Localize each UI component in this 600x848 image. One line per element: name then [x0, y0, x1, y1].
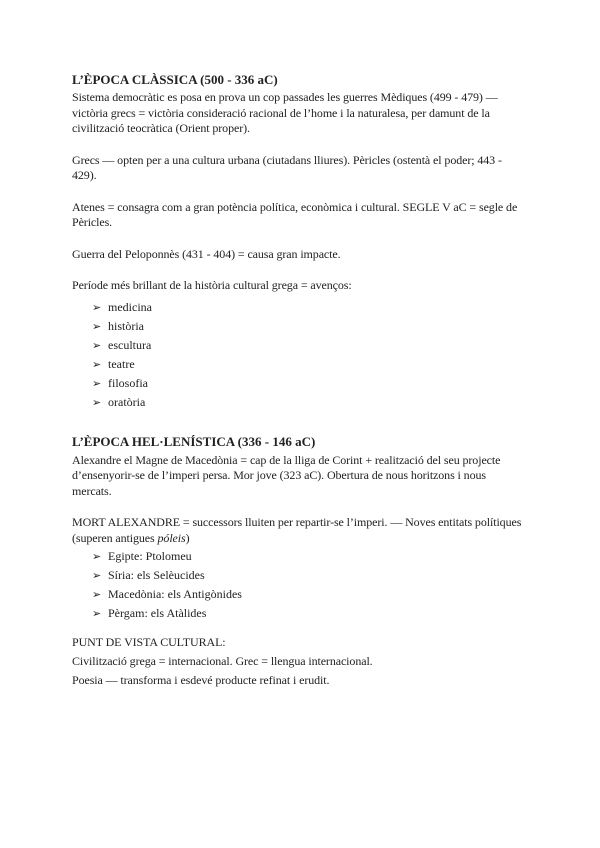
paragraph-cultural-poetry: Poesia — transforma i esdevé producte refinat i erudit.: [72, 672, 330, 687]
successors-list: [72, 547, 528, 623]
paragraph-athens: Atenes = consagra com a gran potència política, econòmica i cultural. SEGLE V aC = segle de Pèricles.: [72, 199, 518, 229]
paragraph-death-alexander: MORT ALEXANDRE = successors lluiten per repartir-se l’imperi. — Noves entitats polítiques (superen antigues póleis): [72, 515, 522, 545]
arrow-bullet-icon: ➢: [92, 319, 102, 333]
list-item: ➢ Macedònia: els Antigònides: [92, 585, 528, 604]
advances-list: [72, 298, 528, 412]
list-item: ➢ Síria: els Selèucides: [92, 566, 528, 585]
arrow-bullet-icon: ➢: [92, 300, 102, 314]
paragraph-cultural-international: Civilització grega = internacional. Grec = llengua internacional.: [72, 653, 373, 668]
list-item: ➢ Egipte: Ptolomeu: [92, 547, 528, 566]
arrow-bullet-icon: ➢: [92, 395, 102, 409]
heading-classical-era: L’ÈPOCA CLÀSSICA (500 - 336 aC): [72, 72, 278, 87]
arrow-bullet-icon: ➢: [92, 338, 102, 352]
arrow-bullet-icon: ➢: [92, 376, 102, 390]
paragraph-alexander: Alexandre el Magne de Macedònia = cap de la lliga de Corint + realització del seu projecte d’ensenyorir-se de l’imperi persa. Mor jove (323 aC). Obertura de nous horitzons i nous mercats.: [72, 452, 501, 498]
list-item: ➢ escultura: [92, 336, 528, 355]
arrow-bullet-icon: ➢: [92, 607, 102, 620]
heading-hellenistic-era: L’ÈPOCA HEL·LENÍSTICA (336 - 146 aC): [72, 433, 316, 449]
document-content: [72, 72, 528, 689]
arrow-bullet-icon: ➢: [92, 357, 102, 371]
list-item: ➢ medicina: [92, 298, 528, 317]
paragraph-brilliant-period: Període més brillant de la història cultural grega = avenços:: [72, 278, 352, 292]
arrow-bullet-icon: ➢: [92, 588, 102, 601]
cultural-heading: PUNT DE VISTA CULTURAL:: [72, 635, 226, 649]
list-item: ➢ Pèrgam: els Atàlides: [92, 604, 528, 623]
paragraph-democratic-system: Sistema democràtic es posa en prova un cop passades les guerres Mèdiques (499 - 479) — victòria grecs = victòria consideració racional de l’home i la naturalesa, per damunt de la civilització teocràtica (Orient proper).: [72, 90, 498, 135]
paragraph-peloponnesian-war: Guerra del Peloponnès (431 - 404) = causa gran impacte.: [72, 246, 341, 261]
arrow-bullet-icon: ➢: [92, 550, 102, 563]
paragraph-greeks-urban: Grecs — opten per a una cultura urbana (ciutadans lliures). Pèricles (ostentà el poder; 443 - 429).: [72, 152, 502, 182]
list-item: ➢ teatre: [92, 355, 528, 374]
list-item: ➢ oratòria: [92, 393, 528, 412]
list-item: ➢ filosofia: [92, 374, 528, 393]
list-item: ➢ història: [92, 317, 528, 336]
arrow-bullet-icon: ➢: [92, 569, 102, 582]
